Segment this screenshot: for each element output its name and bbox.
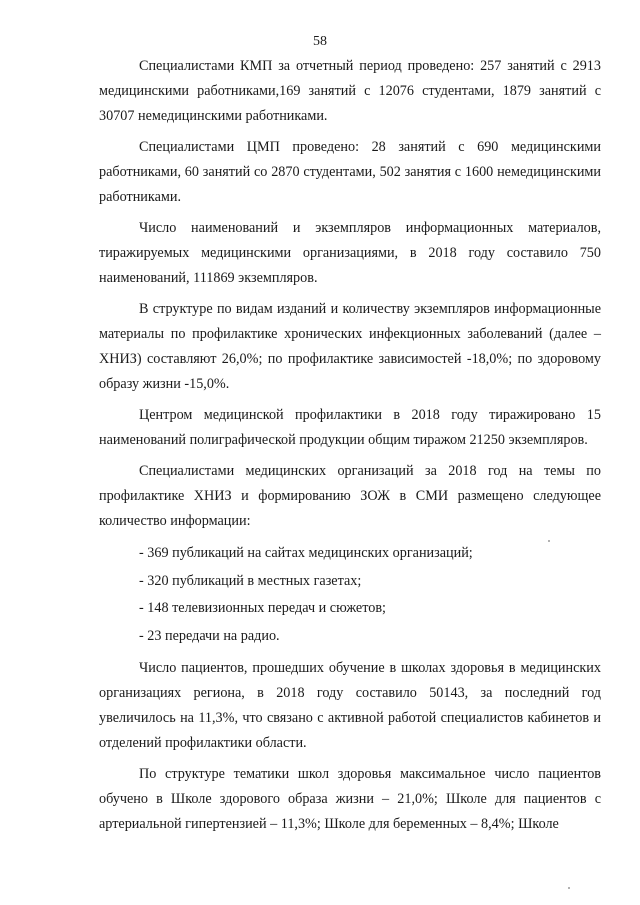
paragraph-kmp-sessions: Специалистами КМП за отчетный период проведено: 257 занятий с 2913 медицинскими работниками,169 занятий с 12076 студентами, 1879 занятий с 30707 немедицинскими работниками. — [99, 58, 601, 124]
list-item: - 23 передачи на радио. — [139, 627, 280, 644]
document-body — [99, 54, 601, 843]
list-item: - 320 публикаций в местных газетах; — [139, 572, 362, 589]
paragraph-info-materials: Число наименований и экземпляров информационных материалов, тиражируемых медицинскими организациями, в 2018 году составило 750 наименований, 111869 экземпляров. — [99, 220, 601, 286]
scan-speck — [568, 887, 570, 889]
paragraph-health-schools-structure: По структуре тематики школ здоровья максимальное число пациентов обучено в Школе здорового образа жизни – 21,0%; Школе для пациентов с артериальной гипертензией – 11,3%; Школе для беременных – 8,4%; Школе — [99, 766, 601, 832]
page-number: 58 — [313, 34, 327, 49]
paragraph-health-schools-patients: Число пациентов, прошедших обучение в школах здоровья в медицинских организациях региона, в 2018 году составило 50143, за последний год увеличилось на 11,3%, что связано с активной работой специалистов кабинетов и отделений профилактики области. — [99, 660, 601, 751]
paragraph-materials-structure: В структуре по видам изданий и количеству экземпляров информационные материалы по профилактике хронических инфекционных заболеваний (далее – ХНИЗ) составляют 26,0%; по профилактике зависимостей -18,0%; по здоровому образу жизни -15,0%. — [99, 301, 601, 392]
list-item: - 369 публикаций на сайтах медицинских организаций; — [139, 545, 473, 561]
media-info-list — [99, 540, 601, 650]
paragraph-media-info: Специалистами медицинских организаций за 2018 год на темы по профилактике ХНИЗ и формированию ЗОЖ в СМИ размещено следующее количество информации: — [99, 463, 601, 529]
list-item: - 148 телевизионных передач и сюжетов; — [139, 600, 386, 616]
paragraph-cmp-sessions: Специалистами ЦМП проведено: 28 занятий с 690 медицинскими работниками, 60 занятий со 2870 студентами, 502 занятия с 1600 немедицинскими работниками. — [99, 139, 601, 205]
scan-speck — [548, 540, 550, 542]
paragraph-print-production: Центром медицинской профилактики в 2018 году тиражировано 15 наименований полиграфической продукции общим тиражом 21250 экземпляров. — [99, 407, 601, 448]
